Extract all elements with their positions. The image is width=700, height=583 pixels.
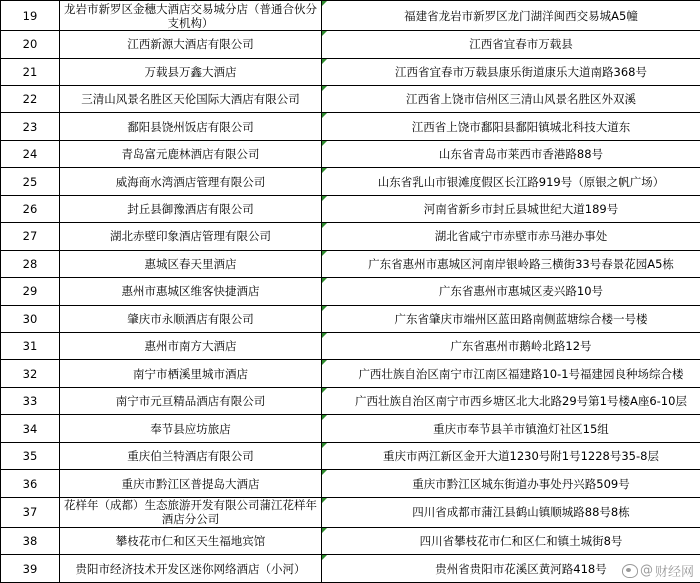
cell-comment-marker-icon <box>322 333 327 338</box>
hotel-address-cell <box>322 113 700 140</box>
hotel-address: 重庆市黔江区城东街道办事处丹兴路509号 <box>412 476 630 491</box>
watermark <box>622 561 694 580</box>
table-row <box>1 168 700 195</box>
cell-comment-marker-icon <box>322 470 327 475</box>
hotel-address: 广东省惠州市鹅岭北路12号 <box>450 339 592 354</box>
hotel-name: 奉节县应坊旅店 <box>60 415 322 442</box>
row-number: 32 <box>1 360 60 387</box>
hotel-address: 贵州省贵阳市花溪区黄河路418号 <box>435 561 607 576</box>
table-row <box>1 140 700 167</box>
hotel-name: 三清山风景名胜区天伦国际大酒店有限公司 <box>60 85 322 112</box>
cell-comment-marker-icon <box>322 388 327 393</box>
table-row <box>1 250 700 277</box>
hotel-name: 威海商水湾酒店管理有限公司 <box>60 168 322 195</box>
table-row <box>1 415 700 442</box>
table-row <box>1 223 700 250</box>
table-row <box>1 470 700 497</box>
cell-comment-marker-icon <box>322 443 327 448</box>
hotel-name: 鄱阳县饶州饭店有限公司 <box>60 113 322 140</box>
row-number: 21 <box>1 58 60 85</box>
table-row <box>1 497 700 527</box>
hotel-name: 南宁市栖溪里城市酒店 <box>60 360 322 387</box>
hotel-name: 万载县万鑫大酒店 <box>60 58 322 85</box>
cell-comment-marker-icon <box>322 306 327 311</box>
hotel-name: 惠城区春天里酒店 <box>60 250 322 277</box>
watermark-prefix: @ <box>639 563 653 578</box>
hotel-name: 江西新源大酒店有限公司 <box>60 31 322 58</box>
hotel-address-cell <box>322 31 700 58</box>
hotel-address-cell <box>322 140 700 167</box>
hotel-address-cell <box>322 360 700 387</box>
table-row <box>1 58 700 85</box>
cell-comment-marker-icon <box>322 196 327 201</box>
hotel-name: 惠州市惠城区维客快捷酒店 <box>60 278 322 305</box>
hotel-address: 四川省攀枝花市仁和区仁和镇土城街8号 <box>419 534 623 549</box>
hotel-address: 湖北省咸宁市赤壁市赤马港办事处 <box>434 229 608 244</box>
table-row <box>1 333 700 360</box>
hotel-address: 重庆市奉节县羊市镇渔灯社区15组 <box>433 421 609 436</box>
hotel-name: 青岛富元鹿林酒店有限公司 <box>60 140 322 167</box>
hotel-address: 广东省惠州市惠城区河南岸银岭路三横街33号春景花园A5栋 <box>368 256 674 271</box>
cell-comment-marker-icon <box>322 278 327 283</box>
table-row <box>1 387 700 414</box>
cell-comment-marker-icon <box>322 59 327 64</box>
cell-comment-marker-icon <box>322 528 327 533</box>
row-number: 29 <box>1 278 60 305</box>
hotel-address: 江西省宜春市万载县 <box>469 37 573 52</box>
hotel-name: 惠州市南方大酒店 <box>60 333 322 360</box>
row-number: 35 <box>1 442 60 469</box>
cell-comment-marker-icon <box>322 113 327 118</box>
hotel-name: 花样年（成都）生态旅游开发有限公司蒲江花样年酒店分公司 <box>60 497 322 527</box>
row-number: 34 <box>1 415 60 442</box>
table-row <box>1 1 700 31</box>
cell-comment-marker-icon <box>322 86 327 91</box>
hotel-name: 攀枝花市仁和区天生福地宾馆 <box>60 527 322 554</box>
hotel-name: 重庆伯兰特酒店有限公司 <box>60 442 322 469</box>
hotel-address: 广东省肇庆市端州区蓝田路南侧蓝塘综合楼一号楼 <box>394 311 648 326</box>
row-number: 27 <box>1 223 60 250</box>
cell-comment-marker-icon <box>322 223 327 228</box>
hotel-address: 广西壮族自治区南宁市江南区福建路10-1号福建园良种场综合楼 <box>358 366 684 381</box>
cell-comment-marker-icon <box>322 498 327 503</box>
hotel-name: 南宁市元亘精品酒店有限公司 <box>60 387 322 414</box>
hotel-name: 贵阳市经济技术开发区迷你网络酒店（小河） <box>60 555 322 583</box>
table-row <box>1 85 700 112</box>
hotel-address: 江西省上饶市鄱阳县鄱阳镇城北科技大道东 <box>411 119 631 134</box>
hotel-address-cell <box>322 415 700 442</box>
hotel-address-cell <box>322 168 700 195</box>
table-row <box>1 113 700 140</box>
hotel-address-cell <box>322 250 700 277</box>
hotel-name: 湖北赤壁印象酒店管理有限公司 <box>60 223 322 250</box>
row-number: 37 <box>1 497 60 527</box>
hotel-address-cell <box>322 442 700 469</box>
table-row <box>1 442 700 469</box>
hotel-address-cell <box>322 470 700 497</box>
hotel-address: 广西壮族自治区南宁市西乡塘区北大北路29号第1号楼A座6-10层 <box>355 394 687 409</box>
table-row <box>1 195 700 222</box>
row-number: 19 <box>1 1 60 31</box>
hotel-address-cell <box>322 527 700 554</box>
cell-comment-marker-icon <box>322 168 327 173</box>
table-row <box>1 360 700 387</box>
hotel-address-cell <box>322 58 700 85</box>
row-number: 33 <box>1 387 60 414</box>
hotel-address-cell <box>322 223 700 250</box>
hotel-address: 福建省龙岩市新罗区龙门湖洋闽西交易城A5幢 <box>404 8 638 23</box>
hotel-name: 重庆市黔江区普提岛大酒店 <box>60 470 322 497</box>
hotel-name: 龙岩市新罗区金穗大酒店交易城分店（普通合伙分支机构） <box>60 1 322 31</box>
table-row <box>1 527 700 554</box>
hotel-name: 封丘县御豫酒店有限公司 <box>60 195 322 222</box>
table-body <box>1 1 700 583</box>
hotel-address: 广东省惠州市惠城区麦兴路10号 <box>438 284 604 299</box>
row-number: 38 <box>1 527 60 554</box>
row-number: 28 <box>1 250 60 277</box>
hotel-address: 河南省新乡市封丘县城世纪大道189号 <box>423 201 619 216</box>
table-row <box>1 305 700 332</box>
cell-comment-marker-icon <box>322 1 327 6</box>
hotel-address-cell <box>322 333 700 360</box>
cell-comment-marker-icon <box>322 360 327 365</box>
hotel-address: 山东省青岛市莱西市香港路88号 <box>438 147 604 162</box>
hotel-address-cell <box>322 85 700 112</box>
weibo-logo-icon <box>622 564 638 578</box>
table-row <box>1 31 700 58</box>
row-number: 31 <box>1 333 60 360</box>
row-number: 23 <box>1 113 60 140</box>
hotel-address: 四川省成都市蒲江县鹤山镇顺城路88号8栋 <box>412 505 630 520</box>
row-number: 22 <box>1 85 60 112</box>
row-number: 25 <box>1 168 60 195</box>
table-row <box>1 278 700 305</box>
row-number: 24 <box>1 140 60 167</box>
hotel-address-cell <box>322 195 700 222</box>
row-number: 30 <box>1 305 60 332</box>
cell-comment-marker-icon <box>322 415 327 420</box>
hotel-address-cell <box>322 497 700 527</box>
cell-comment-marker-icon <box>322 555 327 560</box>
hotel-address-cell <box>322 305 700 332</box>
cell-comment-marker-icon <box>322 141 327 146</box>
hotel-address: 江西省上饶市信州区三清山风景名胜区外双溪 <box>406 92 636 107</box>
cell-comment-marker-icon <box>322 31 327 36</box>
hotel-name: 肇庆市永顺酒店有限公司 <box>60 305 322 332</box>
hotel-address: 重庆市两江新区金开大道1230号附1号1228号35-8层 <box>383 449 659 464</box>
watermark-text: 财经网 <box>654 565 694 580</box>
hotel-address-cell <box>322 278 700 305</box>
row-number: 26 <box>1 195 60 222</box>
row-number: 36 <box>1 470 60 497</box>
hotel-address: 江西省宜春市万载县康乐街道康乐大道南路368号 <box>395 64 647 79</box>
hotel-address: 山东省乳山市银滩度假区长江路919号（原银之帆广场） <box>377 174 665 189</box>
hotel-address-cell <box>322 1 700 31</box>
table-row <box>1 555 700 583</box>
hotel-address-cell <box>322 387 700 414</box>
cell-comment-marker-icon <box>322 251 327 256</box>
row-number: 39 <box>1 555 60 583</box>
row-number: 20 <box>1 31 60 58</box>
